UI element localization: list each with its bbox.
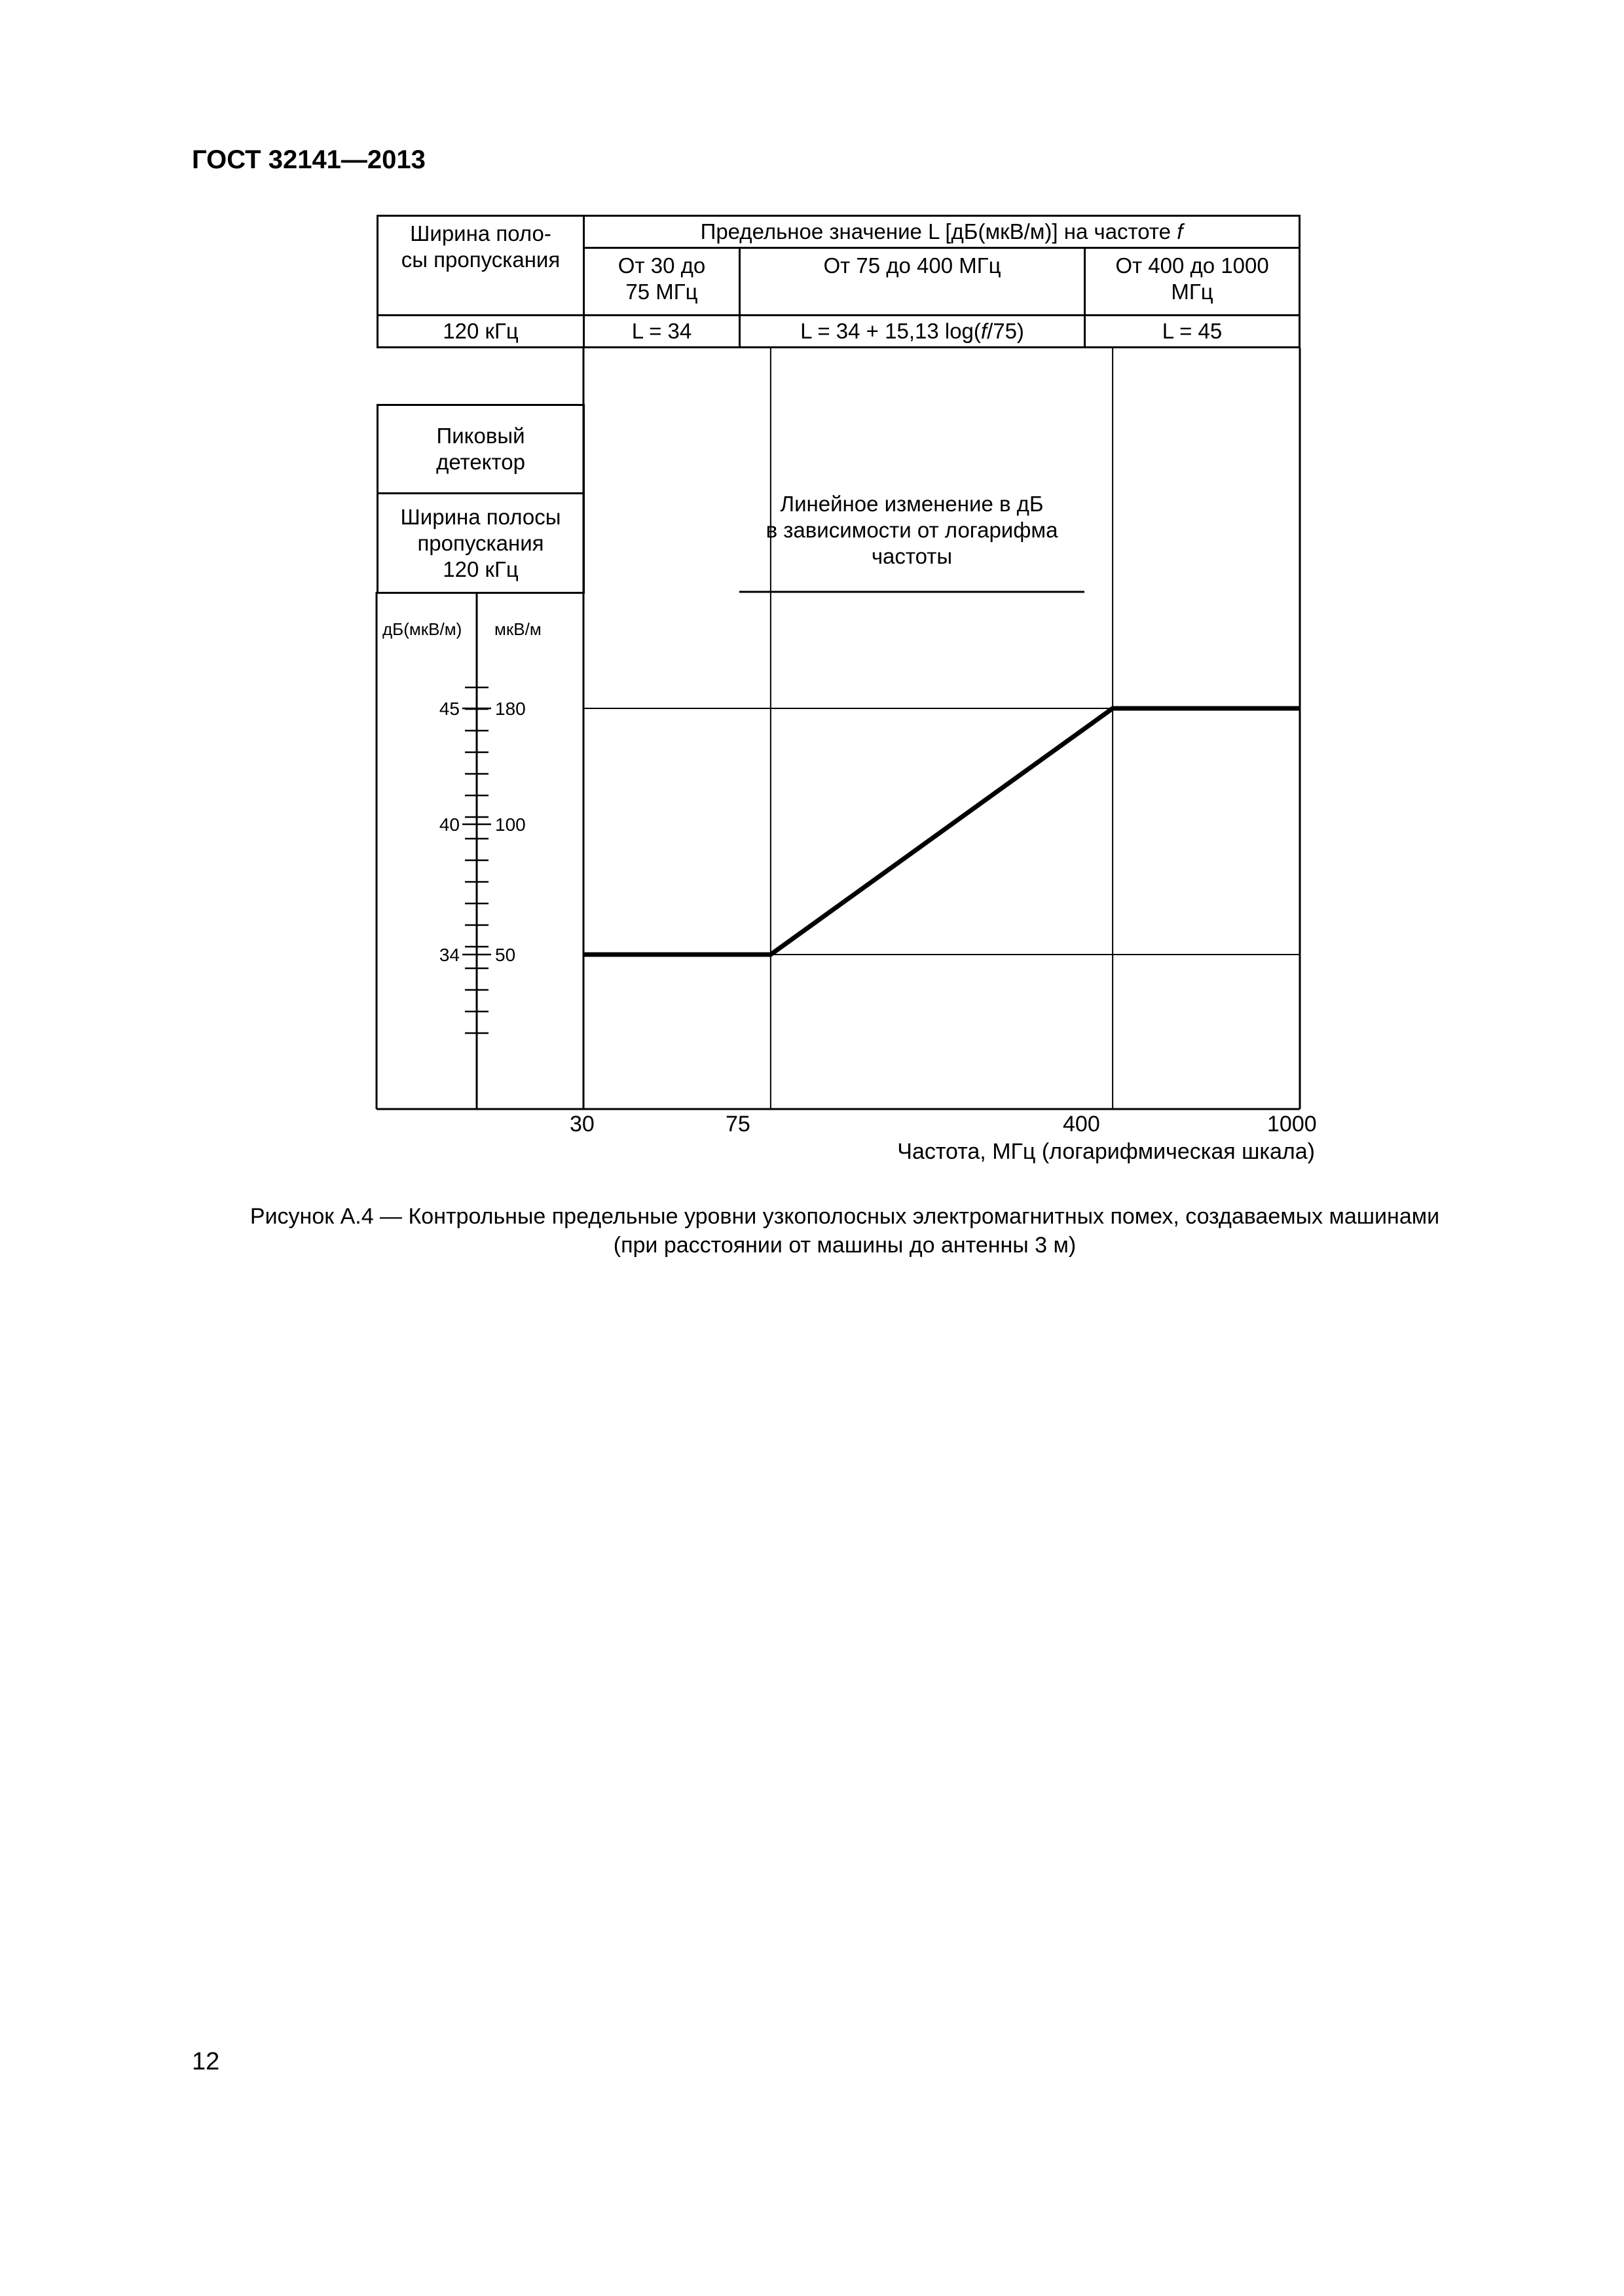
x-axis-label: Частота, МГц (логарифмическая шкала) <box>897 1139 1315 1164</box>
figure-caption-line2: (при расстоянии от машины до антенны 3 м) <box>613 1233 1077 1258</box>
scale-db-label: 34 <box>439 945 460 965</box>
x-tick-75: 75 <box>726 1112 750 1137</box>
col1-value: L = 34 <box>631 319 692 343</box>
scale-uv-label: 180 <box>495 699 526 719</box>
bandwidth-value: 120 кГц <box>443 319 519 343</box>
col3-value: L = 45 <box>1162 319 1223 343</box>
annotation-text: Линейное изменение в дБ в зависимости от логарифма частоты <box>766 492 1058 568</box>
grid <box>583 348 1300 1109</box>
page-number: 12 <box>192 2048 220 2075</box>
limit-header: Предельное значение L [дБ(мкВ/м)] на частоте f <box>700 219 1183 244</box>
scale-uv-label: 50 <box>495 945 516 965</box>
x-tick-30: 30 <box>570 1112 595 1137</box>
col1-header: От 30 до 75 МГц <box>618 253 706 304</box>
scale-db-label: 40 <box>439 814 460 835</box>
x-tick-1000: 1000 <box>1267 1112 1317 1137</box>
scale-db-label: 45 <box>439 699 460 719</box>
bandwidth-header: Ширина поло- сы пропускания <box>401 221 561 272</box>
document-id: ГОСТ 32141—2013 <box>192 145 426 174</box>
limit-line <box>583 708 1300 955</box>
figure-caption-line1: Рисунок А.4 — Контрольные предельные уровни узкополосных электромагнитных помех, создаваемых машинами <box>249 1204 1440 1229</box>
unit-db-label: дБ(мкВ/м) <box>382 619 462 639</box>
side-bandwidth-label: Ширина полосы пропускания 120 кГц <box>400 504 561 581</box>
x-tick-400: 400 <box>1063 1112 1100 1137</box>
col2-header: От 75 до 400 МГц <box>823 253 1001 278</box>
unit-uv-label: мкВ/м <box>494 619 542 639</box>
detector-label: Пиковый детектор <box>436 424 525 474</box>
col2-value: L = 34 + 15,13 log(f/75) <box>800 319 1024 343</box>
scale-uv-label: 100 <box>495 814 526 835</box>
col3-header: От 400 до 1000 МГц <box>1115 253 1269 304</box>
